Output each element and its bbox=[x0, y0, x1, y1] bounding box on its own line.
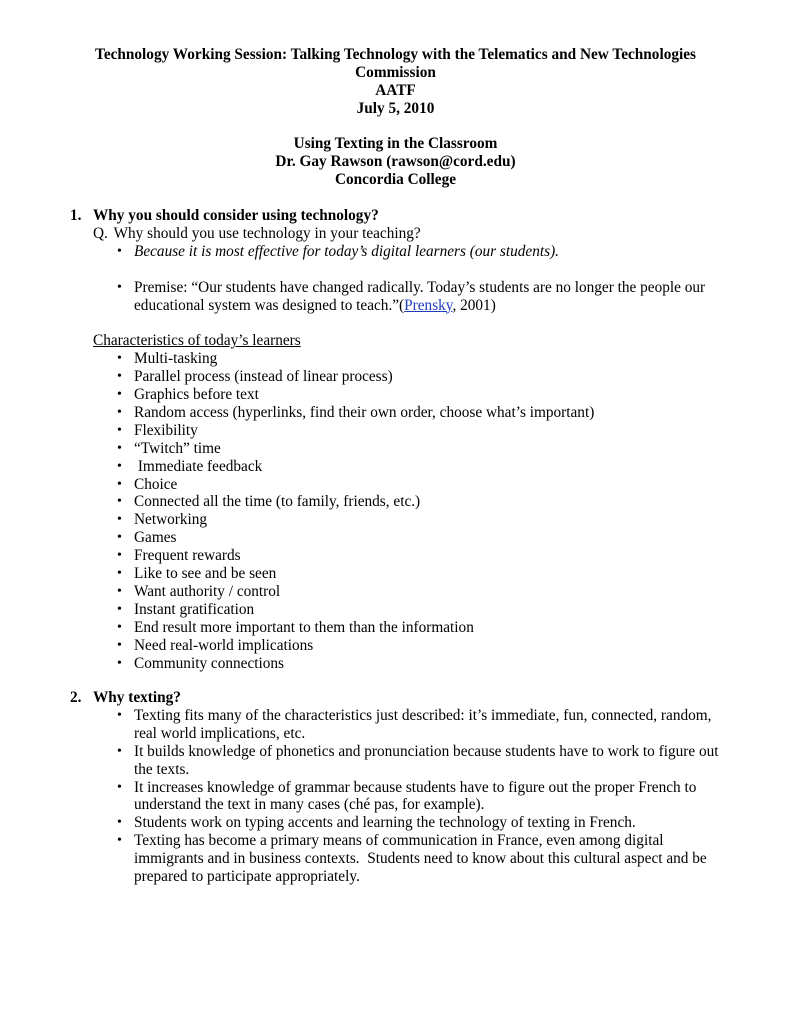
characteristic-item-text: Community connections bbox=[134, 654, 284, 672]
section-1-number: 1. bbox=[70, 207, 82, 224]
section-1 bbox=[70, 207, 731, 673]
bullet-icon: • bbox=[117, 422, 122, 438]
bullet-icon: • bbox=[117, 584, 122, 599]
characteristic-item bbox=[117, 475, 731, 494]
characteristic-item-text: End result more important to them than the information bbox=[134, 618, 474, 636]
bullet-icon: • bbox=[117, 601, 122, 617]
bullet-icon: • bbox=[117, 243, 122, 259]
presenter-line: Dr. Gay Rawson (rawson@cord.edu) bbox=[275, 153, 516, 171]
section-1-heading bbox=[70, 207, 731, 225]
characteristic-item-text: Frequent rewards bbox=[134, 547, 241, 565]
characteristic-item bbox=[117, 529, 731, 547]
texting-reason-item-text: It builds knowledge of phonetics and pronunciation because students have to work to figure out the texts. bbox=[134, 742, 723, 778]
premise-tail: , 2001) bbox=[452, 296, 496, 314]
characteristic-item bbox=[117, 547, 731, 565]
characteristic-item-text: Need real-world implications bbox=[134, 636, 314, 654]
characteristic-item bbox=[117, 386, 731, 404]
bullet-icon: • bbox=[117, 476, 122, 492]
characteristic-item-text: Want authority / control bbox=[134, 583, 281, 600]
spacer bbox=[70, 261, 731, 279]
characteristic-item-text: Instant gratification bbox=[134, 600, 255, 618]
institution-line: Concordia College bbox=[334, 171, 457, 189]
bullet-icon: • bbox=[117, 530, 122, 546]
characteristic-item-text: Immediate feedback bbox=[134, 457, 263, 475]
document-header bbox=[0, 46, 791, 189]
title-line-1: Technology Working Session: Talking Technology with the Telematics and New Technologies bbox=[95, 46, 696, 63]
bullet-icon: • bbox=[117, 779, 122, 795]
section-2-number: 2. bbox=[70, 689, 82, 706]
texting-reason-item bbox=[117, 832, 731, 886]
session-title: Using Texting in the Classroom bbox=[293, 135, 498, 153]
prensky-link[interactable]: Prensky bbox=[404, 296, 453, 314]
texting-reason-item-text: Texting has become a primary means of communication in France, even among digital immigrants and in business contexts. Students need to know about this cultural aspect and be prepared to participate appropriately. bbox=[134, 832, 711, 886]
characteristic-item-text: “Twitch” time bbox=[134, 439, 221, 457]
answer-list bbox=[70, 243, 731, 261]
characteristic-item bbox=[117, 403, 731, 422]
premise-item bbox=[117, 278, 731, 315]
characteristic-item-text: Flexibility bbox=[134, 421, 198, 439]
bullet-icon: • bbox=[117, 458, 122, 474]
bullet-icon: • bbox=[117, 815, 122, 831]
texting-reasons-list bbox=[70, 707, 731, 886]
characteristic-item bbox=[117, 493, 731, 511]
characteristics-heading: Characteristics of today’s learners bbox=[93, 332, 301, 350]
bullet-icon: • bbox=[117, 707, 122, 723]
section-2 bbox=[70, 689, 731, 886]
bullet-icon: • bbox=[117, 351, 122, 367]
spacer bbox=[70, 314, 731, 332]
texting-reason-item bbox=[117, 778, 731, 815]
characteristic-item-text: Networking bbox=[134, 511, 208, 529]
characteristic-item bbox=[117, 350, 731, 368]
characteristic-item-text: Games bbox=[134, 529, 177, 547]
characteristic-item-text: Choice bbox=[134, 475, 178, 493]
bullet-icon: • bbox=[117, 655, 122, 671]
bullet-icon: • bbox=[117, 548, 122, 564]
question-prefix: Q. bbox=[93, 224, 108, 242]
texting-reason-item bbox=[117, 706, 731, 743]
characteristics-list bbox=[70, 350, 731, 672]
premise-list bbox=[70, 279, 731, 315]
bullet-icon: • bbox=[117, 369, 122, 385]
question-line bbox=[70, 225, 731, 243]
section-1-title: Why you should consider using technology? bbox=[93, 207, 379, 224]
organization-line: AATF bbox=[375, 81, 416, 99]
characteristic-item-text: Connected all the time (to family, friends, etc.) bbox=[134, 493, 421, 511]
texting-reason-item-text: Students work on typing accents and learning the technology of texting in French. bbox=[134, 814, 636, 832]
section-2-title: Why texting? bbox=[93, 689, 181, 706]
characteristic-item bbox=[117, 600, 731, 619]
bullet-icon: • bbox=[117, 637, 122, 653]
bullet-icon: • bbox=[117, 494, 122, 510]
characteristic-item-text: Graphics before text bbox=[134, 386, 259, 404]
title-line-2: Commission bbox=[355, 63, 436, 81]
texting-reason-item bbox=[117, 742, 731, 779]
characteristic-item bbox=[117, 636, 731, 655]
characteristic-item bbox=[117, 618, 731, 637]
bullet-icon: • bbox=[117, 404, 122, 420]
bullet-icon: • bbox=[117, 279, 122, 295]
texting-reason-item-text: It increases knowledge of grammar because students have to figure out the proper French to understand the text in many cases (ché pas, for example). bbox=[134, 778, 701, 814]
characteristic-item bbox=[117, 565, 731, 583]
bullet-icon: • bbox=[117, 387, 122, 403]
bullet-icon: • bbox=[117, 619, 122, 635]
bullet-icon: • bbox=[117, 566, 122, 582]
characteristic-item bbox=[117, 511, 731, 529]
section-2-heading bbox=[70, 689, 731, 707]
characteristic-item bbox=[117, 654, 731, 673]
bullet-icon: • bbox=[117, 512, 122, 528]
bullet-icon: • bbox=[117, 440, 122, 456]
characteristic-item bbox=[117, 368, 731, 386]
date-line: July 5, 2010 bbox=[356, 99, 435, 117]
premise-text: Premise: “Our students have changed radically. Today’s students are no longer the people our educational system was designed to teach.”( bbox=[134, 278, 706, 314]
question-text: Why should you use technology in your teaching? bbox=[113, 224, 421, 242]
bullet-icon: • bbox=[117, 833, 122, 849]
characteristic-item bbox=[117, 421, 731, 440]
characteristic-item bbox=[117, 457, 731, 476]
characteristic-item bbox=[117, 583, 731, 601]
texting-reason-item bbox=[117, 814, 731, 832]
answer-text: Because it is most effective for today’s digital learners (our students). bbox=[134, 242, 559, 260]
bullet-icon: • bbox=[117, 743, 122, 759]
characteristic-item bbox=[117, 439, 731, 458]
characteristic-item-text: Like to see and be seen bbox=[134, 565, 277, 583]
characteristic-item-text: Random access (hyperlinks, find their own order, choose what’s important) bbox=[134, 403, 595, 421]
answer-item bbox=[117, 242, 731, 261]
texting-reason-item-text: Texting fits many of the characteristics just described: it’s immediate, fun, connected, random, real world implications, etc. bbox=[134, 706, 716, 742]
header-spacer bbox=[0, 118, 791, 136]
characteristic-item-text: Multi-tasking bbox=[134, 350, 218, 368]
characteristic-item-text: Parallel process (instead of linear process) bbox=[134, 368, 393, 386]
